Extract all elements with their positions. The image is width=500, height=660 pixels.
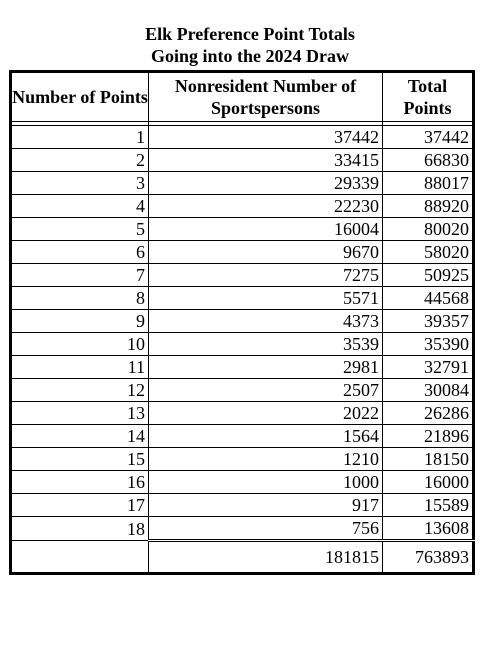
cell-sportspersons: 29339 [149,172,383,195]
cell-total-points: 88920 [383,195,474,218]
cell-sportspersons: 3539 [149,333,383,356]
table-row [11,356,474,379]
table-row [11,448,474,471]
cell-points: 11 [11,356,149,379]
table-row [11,402,474,425]
column-header-total-points: Total Points [383,72,474,122]
cell-total-points: 16000 [383,471,474,494]
table-row [11,241,474,264]
cell-total-points: 50925 [383,264,474,287]
table-row [11,494,474,517]
cell-sportspersons: 9670 [149,241,383,264]
table-row [11,517,474,541]
table-row [11,264,474,287]
column-header-points: Number of Points [11,72,149,122]
page-title: Elk Preference Point Totals [145,24,355,44]
cell-points: 15 [11,448,149,471]
table-row [11,195,474,218]
total-points: 763893 [383,541,474,574]
cell-total-points: 35390 [383,333,474,356]
table-row [11,471,474,494]
cell-points: 7 [11,264,149,287]
cell-points: 9 [11,310,149,333]
totals-label-cell [11,541,149,574]
cell-points: 10 [11,333,149,356]
cell-sportspersons: 22230 [149,195,383,218]
cell-total-points: 66830 [383,149,474,172]
table-row [11,425,474,448]
cell-total-points: 88017 [383,172,474,195]
cell-points: 3 [11,172,149,195]
cell-points: 5 [11,218,149,241]
cell-points: 18 [11,517,149,541]
cell-sportspersons: 7275 [149,264,383,287]
cell-sportspersons: 756 [149,517,383,541]
cell-total-points: 26286 [383,402,474,425]
cell-total-points: 44568 [383,287,474,310]
cell-points: 4 [11,195,149,218]
total-sportspersons: 181815 [149,541,383,574]
cell-total-points: 32791 [383,356,474,379]
cell-total-points: 30084 [383,379,474,402]
cell-total-points: 21896 [383,425,474,448]
cell-sportspersons: 5571 [149,287,383,310]
cell-total-points: 13608 [383,517,474,541]
page-subtitle: Going into the 2024 Draw [151,46,349,66]
preference-point-table [9,70,475,575]
cell-total-points: 58020 [383,241,474,264]
cell-points: 16 [11,471,149,494]
table-row [11,287,474,310]
table-row [11,310,474,333]
table-row [11,126,474,149]
cell-sportspersons: 2507 [149,379,383,402]
cell-sportspersons: 2981 [149,356,383,379]
cell-points: 2 [11,149,149,172]
cell-total-points: 15589 [383,494,474,517]
cell-total-points: 18150 [383,448,474,471]
cell-sportspersons: 1564 [149,425,383,448]
cell-points: 1 [11,126,149,149]
cell-points: 17 [11,494,149,517]
totals-row [11,541,474,574]
cell-sportspersons: 33415 [149,149,383,172]
cell-total-points: 37442 [383,126,474,149]
cell-total-points: 39357 [383,310,474,333]
cell-points: 14 [11,425,149,448]
cell-points: 12 [11,379,149,402]
cell-sportspersons: 1210 [149,448,383,471]
cell-total-points: 80020 [383,218,474,241]
cell-sportspersons: 1000 [149,471,383,494]
cell-points: 8 [11,287,149,310]
table-row [11,218,474,241]
table-body [11,126,474,541]
cell-sportspersons: 917 [149,494,383,517]
table-row [11,172,474,195]
table-row [11,149,474,172]
cell-sportspersons: 37442 [149,126,383,149]
cell-sportspersons: 16004 [149,218,383,241]
cell-points: 6 [11,241,149,264]
cell-sportspersons: 4373 [149,310,383,333]
table-row [11,379,474,402]
column-header-sportspersons: Nonresident Number of Sportspersons [149,72,383,122]
table-row [11,333,474,356]
cell-points: 13 [11,402,149,425]
table-header-row [11,72,474,122]
cell-sportspersons: 2022 [149,402,383,425]
